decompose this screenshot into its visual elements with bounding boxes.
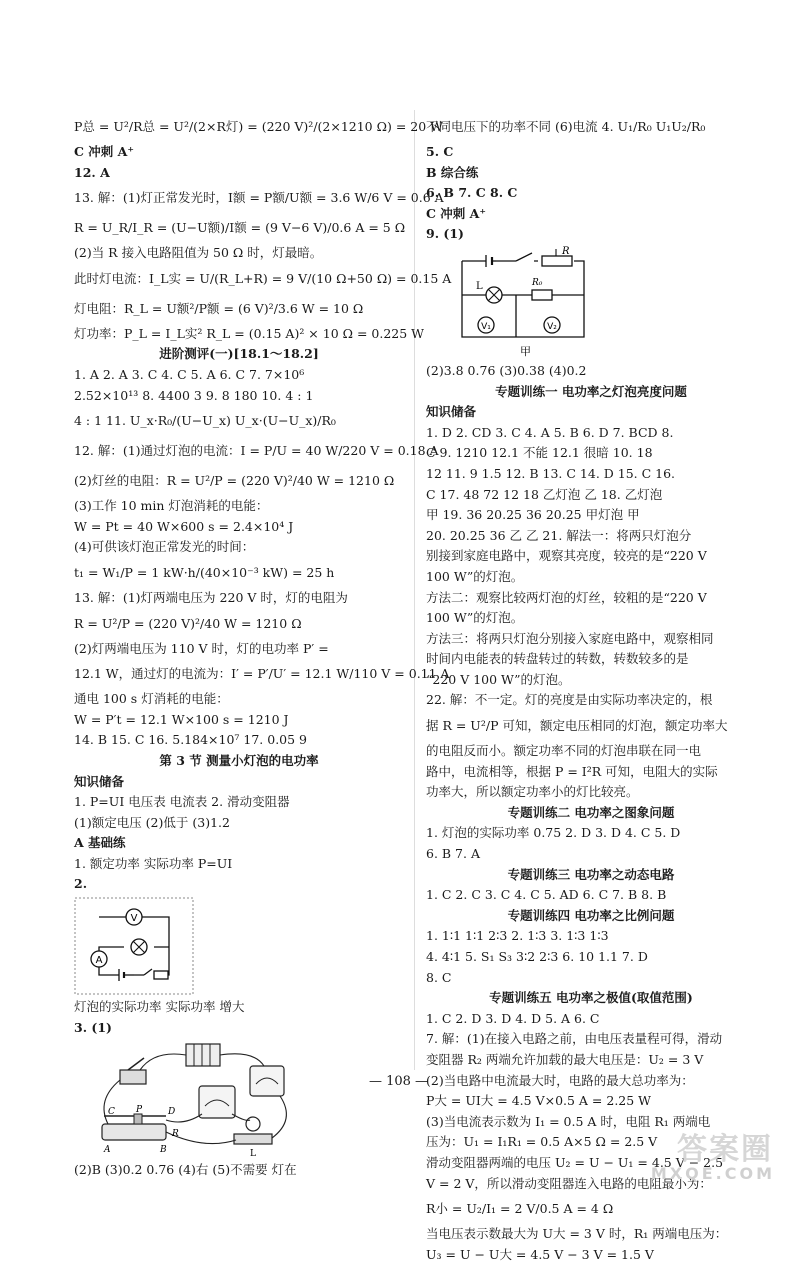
section-heading: 知识储备 — [74, 773, 125, 789]
v1-label: V₁ — [481, 321, 491, 332]
ammeter-label: A — [95, 955, 103, 967]
label-l: L — [250, 1149, 256, 1160]
answer-line: V = 2 V，所以滑动变阻器连入电路的电阻最小为： — [426, 1175, 712, 1191]
watermark-logo — [633, 1120, 783, 1190]
answer-line: (2)当电路中电流最大时，电路的最大总功率为： — [426, 1072, 694, 1088]
answer-line: 1. 1∶1 1∶1 2∶3 2. 1∶3 3. 1∶3 1∶3 — [426, 928, 609, 944]
text-line: W = Pt = 40 W×600 s = 2.4×10⁴ J — [74, 518, 294, 534]
answer-line: 1. A 2. A 3. C 4. C 5. A 6. C 7. 7×10⁶ — [74, 366, 305, 382]
text-line: (2)灯两端电压为 110 V 时，灯的电功率 P′ = — [74, 640, 329, 656]
section-heading: 第 3 节 测量小灯泡的电功率 — [159, 752, 319, 768]
answer-line: 1. C 2. C 3. C 4. C 5. AD 6. C 7. B 8. B — [426, 887, 667, 903]
text-line: 12.1 W，通过灯的电流为：I′ = P′/U′ = 12.1 W/110 V = 0.11 A — [74, 666, 450, 682]
answer-line: 滑动变阻器两端的电压 U₂ = U − U₁ = 4.5 V − 2.5 — [426, 1154, 724, 1170]
section-heading: 进阶测评(一)[18.1～18.2] — [159, 346, 319, 362]
section-heading: 专题训练五 电功率之极值(取值范围) — [489, 990, 693, 1006]
answer-line: 12 11. 9 1.5 12. B 13. C 14. D 15. C 16. — [426, 465, 676, 481]
circuit-diagram-1 — [74, 897, 404, 995]
section-heading: 专题训练三 电功率之动态电路 — [507, 866, 675, 882]
section-heading: B 综合练 — [426, 164, 479, 180]
answer-line: 灯泡的实际功率 实际功率 增大 — [74, 999, 245, 1015]
answer-line: C 17. 48 72 12 18 乙灯泡 乙 18. 乙灯泡 — [426, 486, 663, 502]
answer-line: 22. 解：不一定。灯的亮度是由实际功率决定的，根 — [426, 692, 713, 708]
text-line: 此时灯电流：I_L实 = U/(R_L+R) = 9 V/(10 Ω+50 Ω) = 0.15 A — [74, 270, 452, 286]
label-c: C — [108, 1107, 115, 1118]
answer-line: 1. 额定功率 实际功率 P=UI — [74, 855, 233, 871]
answer-line: 8. C — [426, 969, 452, 985]
section-heading: 专题训练一 电功率之灯泡亮度问题 — [495, 383, 687, 399]
answer-line: 2.52×10¹³ 8. 4400 3 9. 8 180 10. 4 : 1 — [74, 387, 314, 403]
column-divider — [414, 110, 415, 1070]
answer-line: 甲 19. 36 20.25 36 20.25 甲灯泡 甲 — [426, 507, 640, 523]
text-line: 13. 解：(1)灯两端电压为 220 V 时，灯的电阻为 — [74, 589, 348, 605]
answer-line: (2)B (3)0.2 0.76 (4)右 (5)不需要 灯在 — [74, 1162, 297, 1178]
text-line: t₁ = W₁/P = 1 kW·h/(40×10⁻³ kW) = 25 h — [74, 564, 335, 580]
section-heading: C 冲刺 A⁺ — [426, 205, 486, 221]
watermark-site: MXQE.COM — [650, 1164, 775, 1183]
v2-label: V₂ — [547, 321, 557, 332]
answer-line: (3)当电流表示数为 I₁ = 0.5 A 时，电阻 R₁ 两端电 — [426, 1113, 711, 1129]
answer-line: (1)额定电压 (2)低于 (3)1.2 — [74, 814, 230, 830]
answer-line: 9. (1) — [426, 226, 464, 242]
text-line: R = U_R/I_R = (U−U额)/I额 = (9 V−6 V)/0.6 A = 5 Ω — [74, 220, 406, 236]
answer-line: 压为：U₁ = I₁R₁ = 0.5 A×5 Ω = 2.5 V — [426, 1134, 658, 1150]
text-line: (3)工作 10 min 灯泡消耗的电能： — [74, 498, 269, 514]
answer-line: 4 : 1 11. U_x·R₀/(U−U_x) U_x·(U−U_x)/R₀ — [74, 413, 336, 429]
answer-line: 路中，电流相等，根据 P = I²R 可知，电阻大的实际 — [426, 763, 718, 779]
answer-line: 7. 解：(1)在接入电路之前，由电压表量程可得，滑动 — [426, 1031, 723, 1047]
text-line: W = P′t = 12.1 W×100 s = 1210 J — [74, 711, 289, 727]
r0-label: R₀ — [532, 277, 543, 288]
label-d: D — [168, 1107, 176, 1118]
answer-line: 据 R = U²/P 可知，额定电压相同的灯泡，额定功率大 — [426, 718, 728, 734]
answer-line: 100 W”的灯泡。 — [426, 568, 524, 584]
apparatus-diagram — [74, 1040, 404, 1158]
section-heading: 知识储备 — [426, 404, 477, 420]
answer-line: C 9. 1210 12.1 不能 12.1 很暗 10. 18 — [426, 445, 653, 461]
lamp-label: L — [476, 280, 483, 292]
text-line: 灯功率：P_L = I_L实² R_L = (0.15 A)² × 10 Ω = 0.225 W — [74, 325, 425, 341]
answer-line: 3. (1) — [74, 1019, 112, 1035]
page-number: — 108 — — [368, 1074, 429, 1089]
section-heading: 专题训练二 电功率之图象问题 — [507, 804, 675, 820]
watermark-main: 答案圈 — [677, 1132, 773, 1167]
circuit-diagram-jia — [456, 247, 756, 359]
answer-line: 100 W”的灯泡。 — [426, 610, 524, 626]
section-heading: C 冲刺 A⁺ — [74, 144, 134, 159]
label-b: B — [160, 1145, 167, 1156]
answer-line: 1. C 2. D 3. D 4. D 5. A 6. C — [426, 1010, 600, 1026]
label-p: P — [136, 1105, 143, 1116]
text-line: (2)灯丝的电阻：R = U²/P = (220 V)²/40 W = 1210 Ω — [74, 473, 395, 489]
answer-line: P大 = UI大 = 4.5 V×0.5 A = 2.25 W — [426, 1093, 652, 1109]
answer-line: 14. B 15. C 16. 5.184×10⁷ 17. 0.05 9 — [74, 732, 308, 748]
answer-line: 变阻器 R₂ 两端允许加载的最大电压是：U₂ = 3 V — [426, 1051, 704, 1067]
answer-line: 1. D 2. CD 3. C 4. A 5. B 6. D 7. BCD 8. — [426, 424, 674, 440]
text-line: (2)当 R 接入电路阻值为 50 Ω 时，灯最暗。 — [74, 245, 323, 261]
answer-line: 不同电压下的功率不同 (6)电流 4. U₁/R₀ U₁U₂/R₀ — [426, 119, 706, 134]
section-heading: 专题训练四 电功率之比例问题 — [507, 907, 675, 923]
answer-line: 1. P=UI 电压表 电流表 2. 滑动变阻器 — [74, 794, 290, 810]
text-line: 12. 解：(1)通过灯泡的电流：I = P/U = 40 W/220 V = 0.18 A — [74, 443, 439, 459]
answer-line: 1. 灯泡的实际功率 0.75 2. D 3. D 4. C 5. D — [426, 825, 681, 841]
answer-line: 别接到家庭电路中，观察其亮度，较亮的是“220 V — [426, 548, 707, 564]
right-column — [426, 112, 756, 1265]
text-line: 13. 解：(1)灯正常发光时，I额 = P额/U额 = 3.6 W/6 V = 0.6 A — [74, 190, 444, 206]
answer-line: “220 V 100 W”的灯泡。 — [426, 671, 571, 687]
rheostat-label: R — [562, 245, 570, 257]
text-line: P总 = U²/R总 = U²/(2×R灯) = (220 V)²/(2×1210 Ω) = 20 W — [74, 119, 444, 134]
label-a: A — [104, 1145, 111, 1156]
text-line: 灯电阻：R_L = U额²/P额 = (6 V)²/3.6 W = 10 Ω — [74, 300, 364, 316]
answer-line: 4. 4∶1 5. S₁ S₃ 3∶2 2∶3 6. 10 1.1 7. D — [426, 949, 648, 964]
answer-line: 6. B 7. C 8. C — [426, 185, 518, 201]
answer-line: 2. — [74, 876, 88, 892]
answer-line: 时间内电能表的转盘转过的转数，转数较多的是 — [426, 651, 689, 667]
answer-line: U₃ = U − U大 = 4.5 V − 3 V = 1.5 V — [426, 1246, 654, 1262]
answer-line: 方法二：观察比较两灯泡的灯丝，较粗的是“220 V — [426, 589, 707, 605]
answer-line: R小 = U₂/I₁ = 2 V/0.5 A = 4 Ω — [426, 1201, 614, 1217]
section-heading: A 基础练 — [74, 835, 126, 851]
answer-line: 当电压表示数最大为 U大 = 3 V 时，R₁ 两端电压为： — [426, 1226, 728, 1242]
answer-line: 5. C — [426, 144, 454, 159]
text-line: 12. A — [74, 164, 110, 180]
label-r: R — [172, 1129, 179, 1140]
apparatus-svg — [74, 1040, 304, 1158]
text-line: R = U²/P = (220 V)²/40 W = 1210 Ω — [74, 615, 302, 631]
text-line: 通电 100 s 灯消耗的电能： — [74, 691, 229, 707]
circuit-svg-jia — [456, 247, 596, 359]
figure-caption: 甲 — [520, 344, 531, 358]
voltmeter-label: V — [130, 913, 138, 925]
answer-line: 功率大，所以额定功率小的灯比较亮。 — [426, 784, 639, 800]
answer-line: 6. B 7. A — [426, 846, 480, 862]
answer-line: 方法三：将两只灯泡分别接入家庭电路中，观察相同 — [426, 630, 714, 646]
circuit-svg-1 — [74, 897, 194, 995]
answer-line: 的电阻反而小。额定功率不同的灯泡串联在同一电 — [426, 743, 702, 759]
answer-line: (2)3.8 0.76 (3)0.38 (4)0.2 — [426, 362, 587, 378]
text-line: (4)可供该灯泡正常发光的时间： — [74, 539, 255, 555]
answer-line: 20. 20.25 36 乙 乙 21. 解法一：将两只灯泡分 — [426, 527, 692, 543]
